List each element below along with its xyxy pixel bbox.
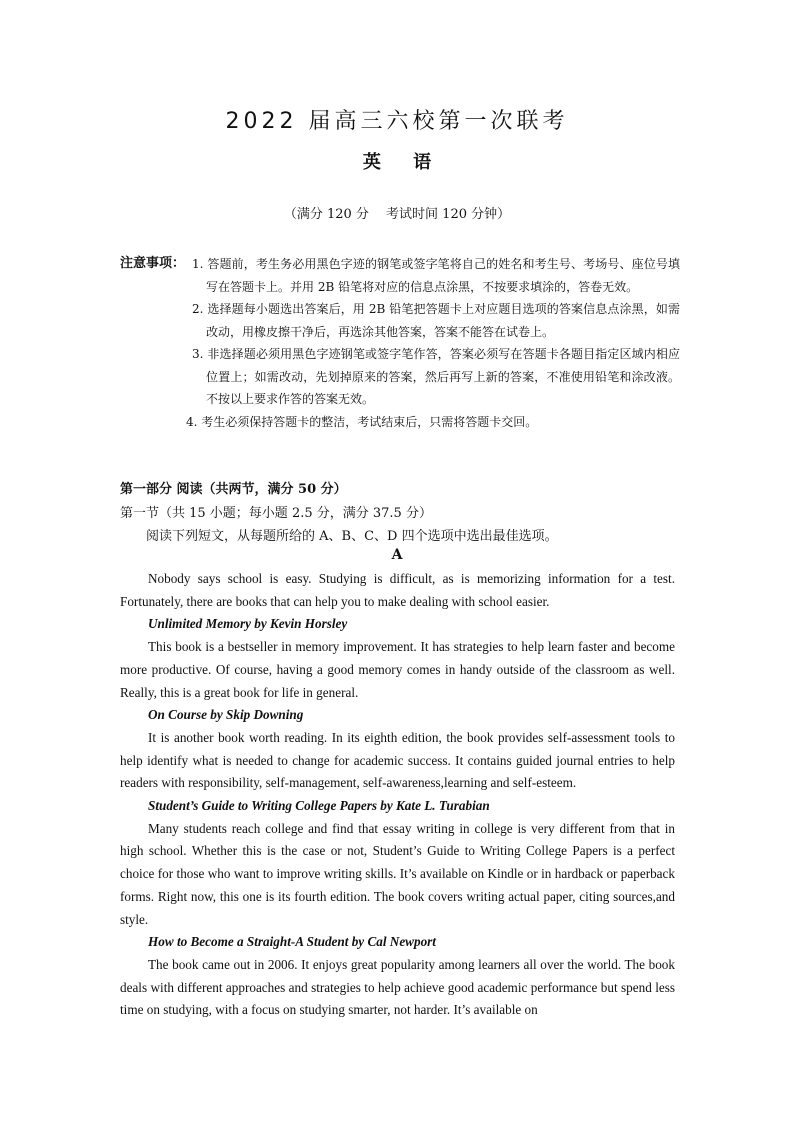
- part-title: 第一部分 阅读（共两节，满分 50 分）: [120, 482, 347, 497]
- book-title-3: Student’s Guide to Writing College Papers by Kate L. Turabian: [148, 798, 490, 814]
- subject-title: 英 语: [362, 152, 432, 173]
- section-instruction: 阅读下列短文，从每题所给的 A、B、C、D 四个选项中选出最佳选项。: [146, 529, 558, 544]
- section-title: 第一节（共 15 小题；每小题 2.5 分，满分 37.5 分）: [120, 506, 432, 521]
- notice-block: [120, 253, 680, 433]
- book-title-4: How to Become a Straight-A Student by Cal Newport: [148, 934, 436, 950]
- passage-letter: A: [391, 547, 403, 563]
- book-text-1: This book is a bestseller in memory improvement. It has strategies to help learn faster and become more productive. Of course, having a good memory comes in handy outside of the classroom as well. Really, this is a great book for life in general.: [120, 639, 675, 700]
- book-text-3: Many students reach college and find that essay writing in college is very different from that in high school. Whether this is the case or not, Student’s Guide to Writing College Papers is a perfect choice for those who want to improve writing skills. It’s available on Kindle or in hardback or paperback forms. Right now, this one is its fourth edition. The book covers writing actual paper, citing sources,and style.: [120, 820, 675, 927]
- notice-label: 注意事项：: [120, 256, 186, 271]
- exam-title: 2022 届高三六校第一次联考: [225, 109, 569, 134]
- exam-info: （满分 120 分 考试时间 120 分钟）: [283, 207, 511, 222]
- book-title-1: Unlimited Memory by Kevin Horsley: [148, 616, 348, 632]
- book-title-2: On Course by Skip Downing: [148, 707, 304, 723]
- notice-item-2: 2. 选择题每小题选出答案后，用 2B 铅笔把答题卡上对应题目选项的答案信息点涂黑，如需改动，用橡皮擦干净后，再选涂其他答案，答案不能答在试卷上。: [192, 302, 680, 339]
- notice-item-1: 1. 答题前，考生务必用黑色字迹的钢笔或签字笔将自己的姓名和考生号、考场号、座位号填写在答题卡上。并用 2B 铅笔将对应的信息点涂黑，不按要求填涂的，答卷无效。: [192, 257, 680, 294]
- book-text-2: It is another book worth reading. In its eighth edition, the book provides self-assessment tools to help identify what is needed to change for academic success. It contains guided journal entries to help readers with responsibility, self-management, self-awareness,learning and self-esteem.: [120, 729, 675, 791]
- notice-item-3: 3. 非选择题必须用黑色字迹钢笔或签字笔作答，答案必须写在答题卡各题目指定区域内相应位置上；如需改动，先划掉原来的答案，然后再写上新的答案，不准使用铅笔和涂改液。不按以上要求作答的答案无效。: [192, 347, 680, 406]
- notice-item-4: 4. 考生必须保持答题卡的整洁，考试结束后，只需将答题卡交回。: [186, 414, 538, 429]
- passage-a: [120, 568, 675, 1022]
- book-text-4: The book came out in 2006. It enjoys great popularity among learners all over the world. The book deals with different approaches and strategies to help achieve good academic performance but spend less time on studying, with a focus on studying smarter, not harder. It’s available on: [120, 956, 675, 1018]
- passage-intro: Nobody says school is easy. Studying is difficult, as is memorizing information for a test. Fortunately, there are books that can help you to make dealing with school easier.: [120, 571, 675, 609]
